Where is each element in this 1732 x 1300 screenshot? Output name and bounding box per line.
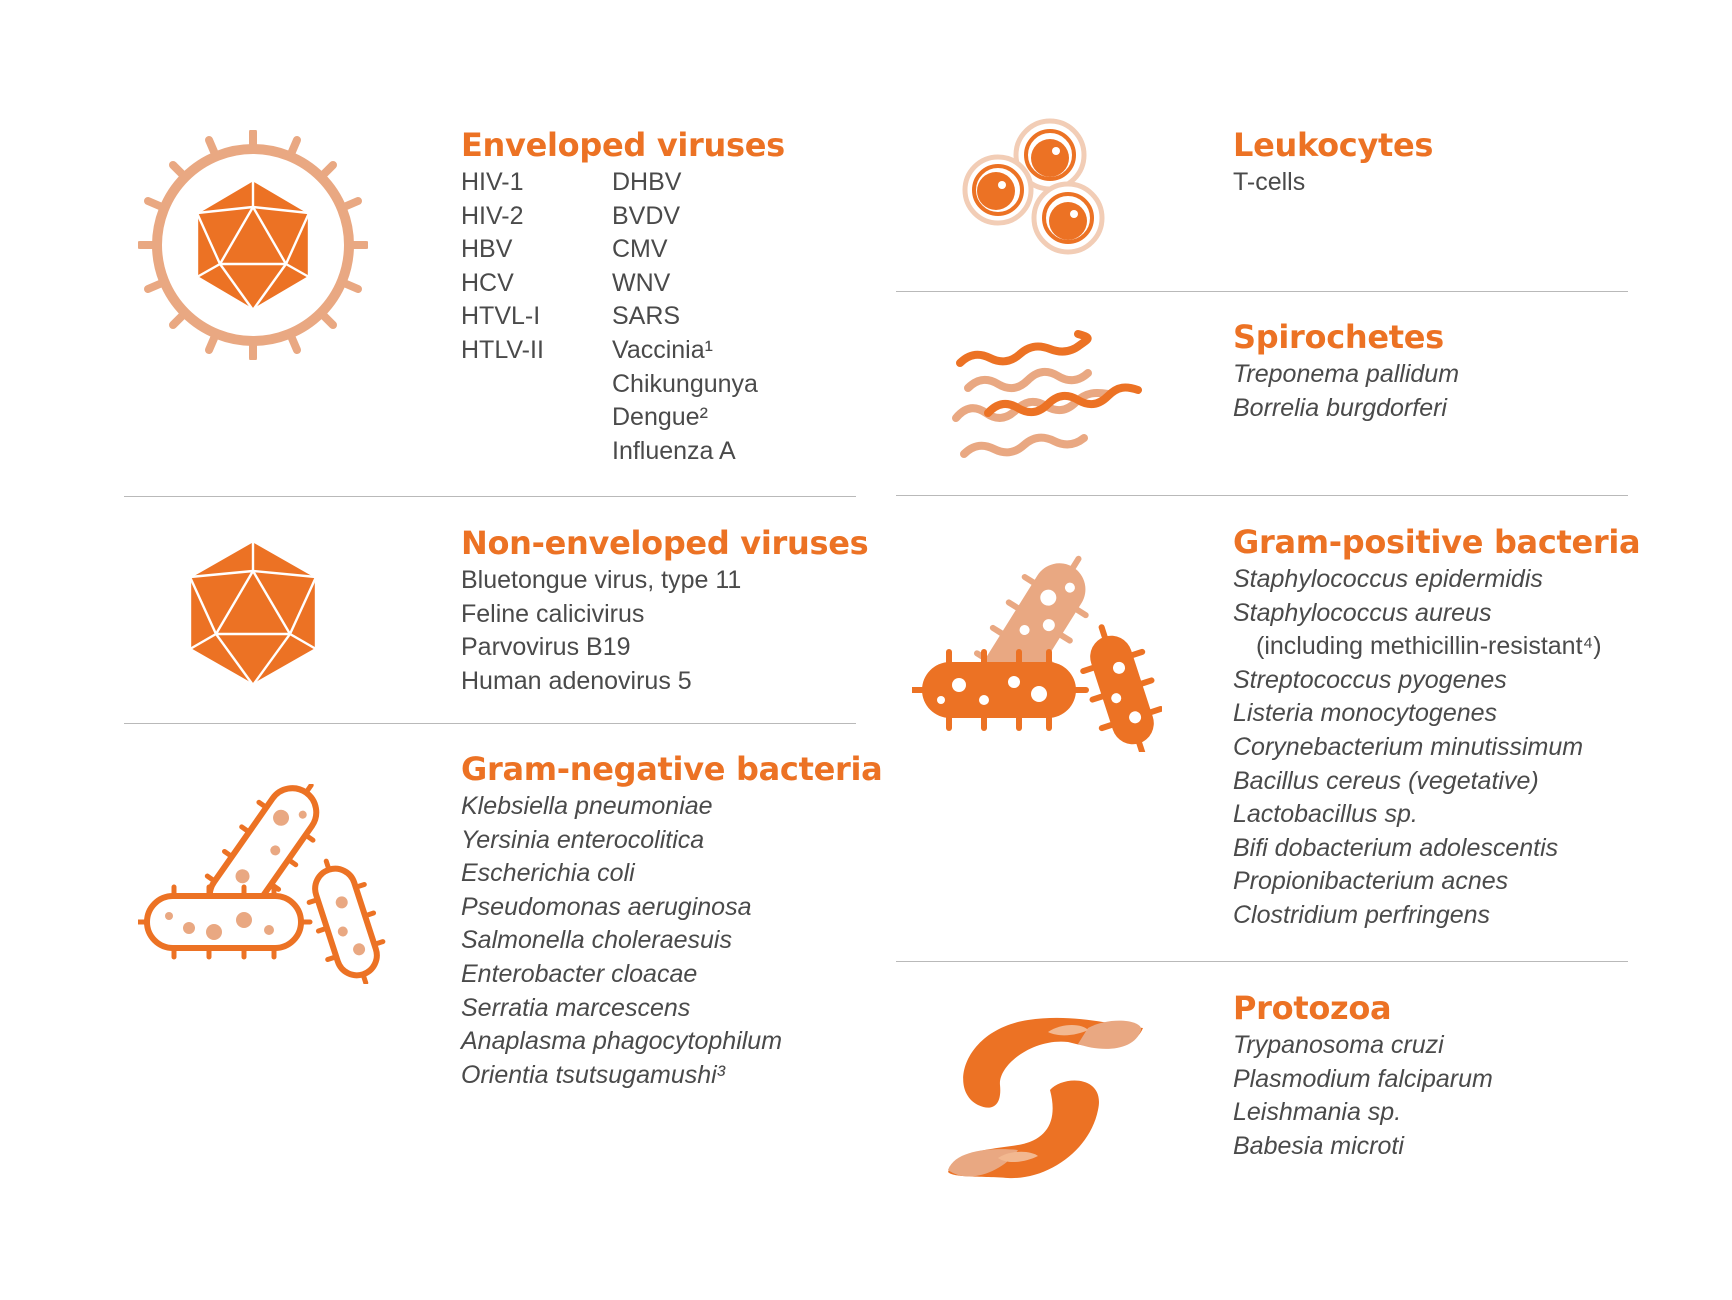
- list-item: HIV-2: [461, 201, 524, 230]
- list-item: Bluetongue virus, type 11: [461, 566, 742, 594]
- list-item: Babesia microti: [1233, 1131, 1404, 1160]
- list-item: SARS: [612, 302, 681, 331]
- protozoa-icon: [938, 1010, 1153, 1190]
- gram-negative-bacteria-icon: [138, 784, 388, 984]
- spirochetes-list: [1233, 358, 1459, 425]
- list-item: HIV-1: [461, 168, 524, 196]
- list-item: Corynebacterium minutissimum: [1233, 732, 1584, 761]
- list-item: Vaccinia¹: [612, 335, 713, 364]
- list-item: Pseudomonas aeruginosa: [461, 892, 752, 921]
- protozoa-list: [1233, 1029, 1493, 1163]
- list-item: Escherichia coli: [461, 859, 635, 888]
- list-item: DHBV: [612, 168, 682, 196]
- list-item: HBV: [461, 235, 513, 264]
- list-item: Influenza A: [612, 436, 736, 465]
- section-title: Enveloped viruses: [461, 126, 785, 164]
- enveloped-list-col1: [461, 166, 612, 468]
- section-title: Spirochetes: [1233, 318, 1444, 356]
- non-enveloped-virus-icon: [178, 538, 328, 688]
- list-item: Treponema pallidum: [1233, 360, 1460, 388]
- list-item: Yersinia enterocolitica: [461, 825, 705, 854]
- enveloped-viruses-columns: [461, 166, 785, 468]
- non-enveloped-viruses-section: [461, 524, 868, 698]
- list-item: Feline calicivirus: [461, 599, 645, 628]
- list-item: Clostridium perfringens: [1233, 900, 1491, 929]
- enveloped-viruses-section: [461, 126, 785, 468]
- list-item: Chikungunya: [612, 369, 758, 398]
- list-item: Bacillus cereus (vegetative): [1233, 766, 1539, 795]
- protozoa-section: [1233, 989, 1493, 1163]
- list-item: Listeria monocytogenes: [1233, 699, 1498, 728]
- list-item: Staphylococcus aureus: [1233, 598, 1492, 627]
- enveloped-list-col2: [612, 166, 758, 468]
- divider: [896, 495, 1628, 496]
- list-item: Streptococcus pyogenes: [1233, 665, 1507, 694]
- list-item: Lactobacillus sp.: [1233, 800, 1418, 829]
- gram-negative-list: [461, 790, 882, 1092]
- list-item: Salmonella choleraesuis: [461, 926, 732, 955]
- gram-negative-bacteria-section: [461, 750, 882, 1092]
- section-title: Protozoa: [1233, 989, 1392, 1027]
- list-item: Bifi dobacterium adolescentis: [1233, 833, 1559, 862]
- leukocytes-icon: [960, 115, 1120, 260]
- list-item: Borrelia burgdorferi: [1233, 393, 1447, 422]
- list-item: (including methicillin-resistant⁴): [1256, 632, 1602, 661]
- list-item: WNV: [612, 268, 671, 297]
- gram-positive-bacteria-icon: [912, 552, 1162, 752]
- list-item: Plasmodium falciparum: [1233, 1064, 1493, 1093]
- list-item: Orientia tsutsugamushi³: [461, 1060, 726, 1089]
- section-title: Gram-positive bacteria: [1233, 523, 1641, 561]
- spirochetes-icon: [948, 318, 1148, 463]
- list-item: HCV: [461, 268, 514, 297]
- list-item: BVDV: [612, 201, 681, 230]
- list-item: Human adenovirus 5: [461, 666, 692, 695]
- leukocytes-list: [1233, 166, 1433, 200]
- section-title: Gram-negative bacteria: [461, 750, 883, 788]
- section-title: Non-enveloped viruses: [461, 524, 869, 562]
- divider: [896, 961, 1628, 962]
- list-item: CMV: [612, 235, 668, 264]
- list-item: Leishmania sp.: [1233, 1098, 1402, 1127]
- gram-positive-list: [1233, 563, 1640, 933]
- non-enveloped-list: [461, 564, 868, 698]
- enveloped-virus-icon: [138, 130, 368, 360]
- list-item: HTVL-I: [461, 302, 541, 331]
- gram-positive-bacteria-section: [1233, 523, 1640, 933]
- divider: [124, 723, 856, 724]
- list-item: Staphylococcus epidermidis: [1233, 565, 1543, 593]
- list-item: Enterobacter cloacae: [461, 959, 698, 988]
- list-item: HTLV-II: [461, 335, 544, 364]
- list-item: Trypanosoma cruzi: [1233, 1031, 1444, 1059]
- list-item: Propionibacterium acnes: [1233, 867, 1509, 896]
- list-item: T-cells: [1233, 168, 1306, 196]
- divider: [896, 291, 1628, 292]
- list-item: Parvovirus B19: [461, 633, 631, 662]
- list-item: Dengue²: [612, 403, 708, 432]
- list-item: Anaplasma phagocytophilum: [461, 1027, 783, 1056]
- section-title: Leukocytes: [1233, 126, 1434, 164]
- list-item: Serratia marcescens: [461, 993, 691, 1022]
- divider: [124, 496, 856, 497]
- list-item: Klebsiella pneumoniae: [461, 792, 713, 820]
- spirochetes-section: [1233, 318, 1459, 425]
- leukocytes-section: [1233, 126, 1433, 200]
